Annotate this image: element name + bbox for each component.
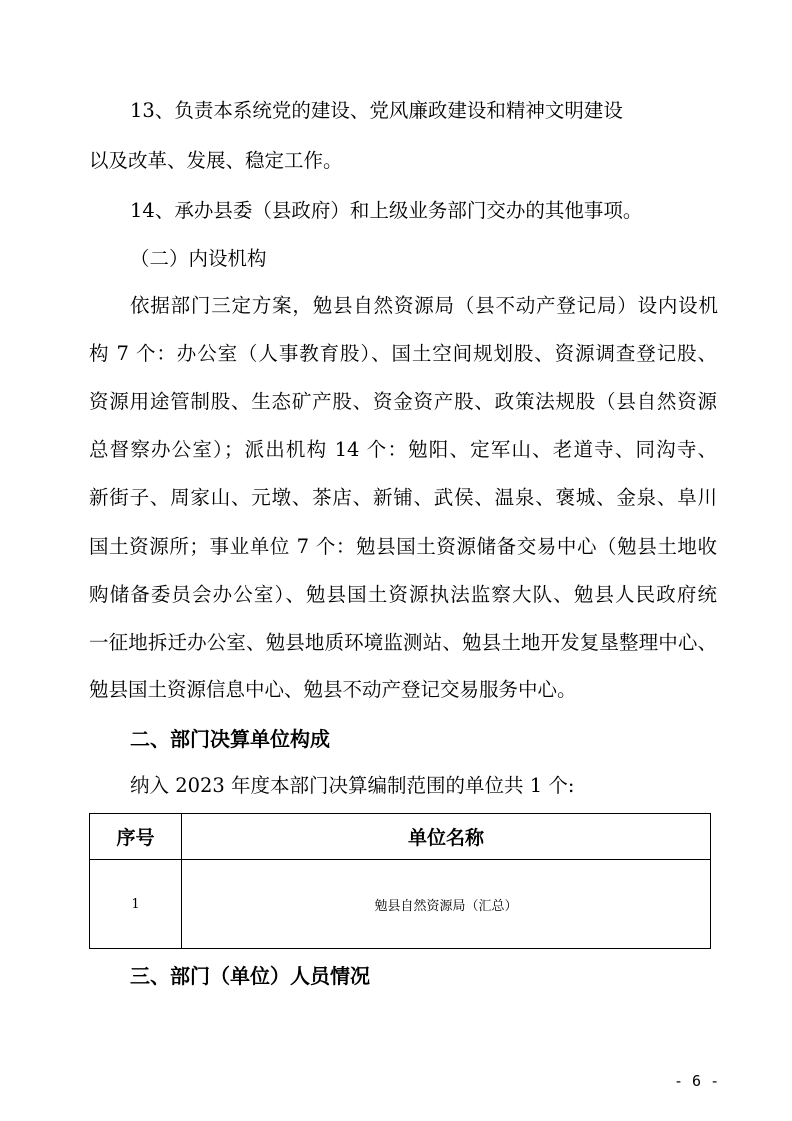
section-heading-unit-composition: 二、部门决算单位构成 bbox=[130, 727, 330, 751]
column-header-number: 序号 bbox=[90, 814, 182, 860]
paragraph-14: 14、承办县委（县政府）和上级业务部门交办的其他事项。 bbox=[130, 199, 643, 222]
body-line: 新街子、周家山、元墩、茶店、新铺、武侯、温泉、褒城、金泉、阜川 bbox=[89, 486, 717, 509]
body-line: 一征地拆迁办公室、勉县地质环境监测站、勉县土地开发复垦整理中心、 bbox=[89, 631, 717, 654]
body-line: 总督察办公室）；派出机构 14 个：勉阳、定军山、老道寺、同沟寺、 bbox=[89, 438, 717, 461]
body-line: 资源用途管制股、生态矿产股、资金资产股、政策法规股（县自然资源 bbox=[89, 390, 717, 413]
cell-number: 1 bbox=[90, 860, 182, 949]
subsection-heading-internal-units: （二）内设机构 bbox=[130, 247, 267, 270]
column-header-unit-name: 单位名称 bbox=[182, 814, 711, 860]
body-line: 购储备委员会办公室）、勉县国土资源执法监察大队、勉县人民政府统 bbox=[89, 583, 717, 606]
body-line: 国土资源所；事业单位 7 个：勉县国土资源储备交易中心（勉县土地收 bbox=[89, 535, 717, 558]
table-row bbox=[90, 860, 711, 949]
page-number: - 6 - bbox=[674, 1072, 720, 1090]
cell-unit-name: 勉县自然资源局（汇总） bbox=[182, 860, 711, 949]
unit-table bbox=[89, 813, 711, 949]
section-heading-personnel: 三、部门（单位）人员情况 bbox=[130, 964, 370, 988]
paragraph-13-line-2: 以及改革、发展、稳定工作。 bbox=[89, 149, 343, 172]
body-line: 构 7 个：办公室（人事教育股）、国土空间规划股、资源调查登记股、 bbox=[89, 342, 717, 365]
body-line: 依据部门三定方案，勉县自然资源局（县不动产登记局）设内设机 bbox=[130, 294, 718, 317]
body-line: 勉县国土资源信息中心、勉县不动产登记交易服务中心。 bbox=[89, 678, 577, 701]
table-header-row bbox=[90, 814, 711, 860]
section-intro: 纳入 2023 年度本部门决算编制范围的单位共 1 个: bbox=[130, 774, 575, 797]
paragraph-13-line-1: 13、负责本系统党的建设、党风廉政建设和精神文明建设 bbox=[130, 99, 623, 122]
